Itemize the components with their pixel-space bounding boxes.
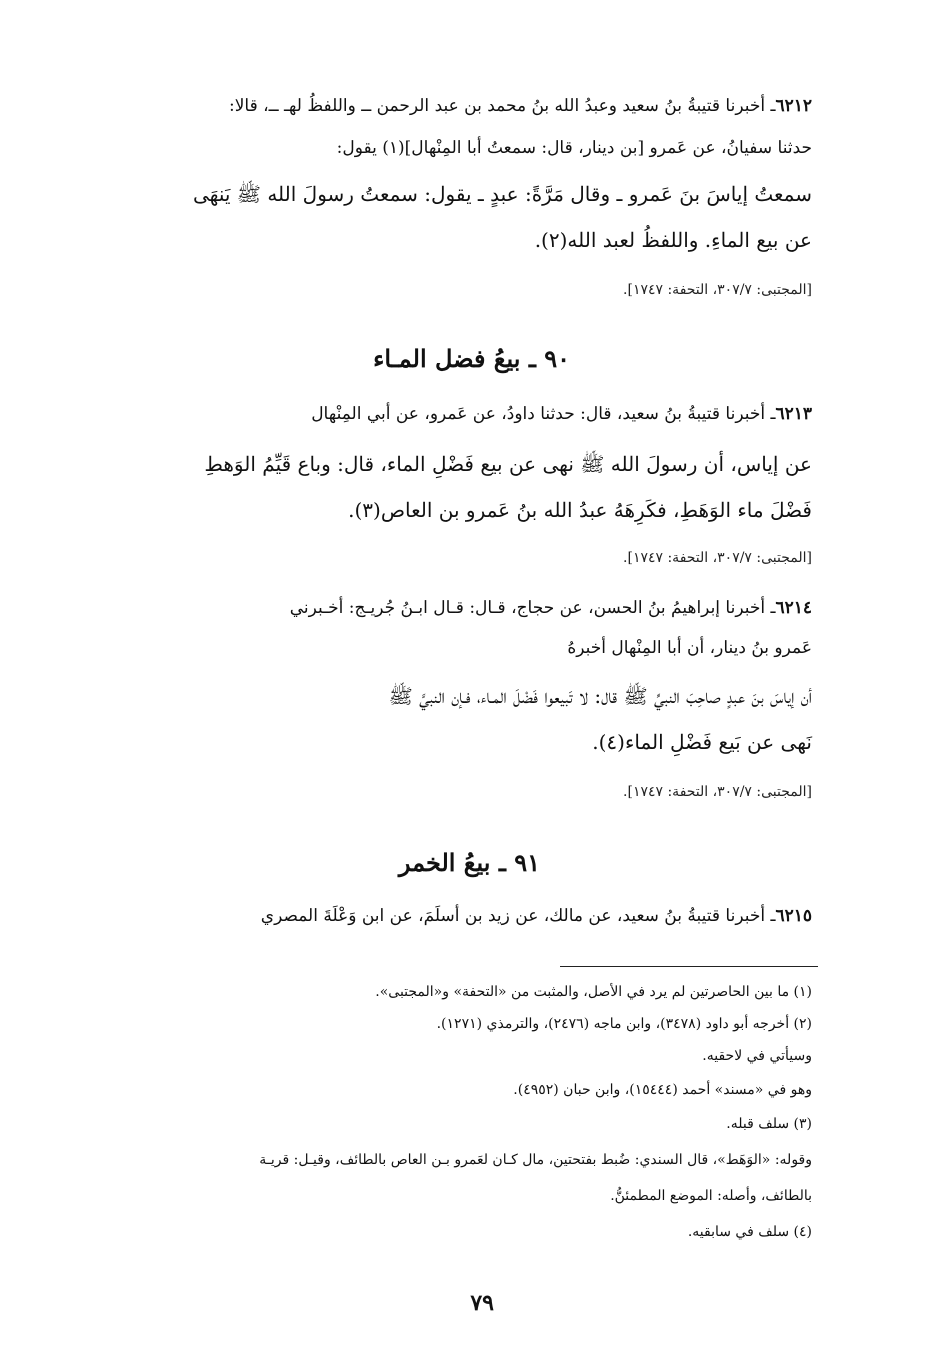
hadith-6215-line-1 [261, 906, 812, 926]
hadith-text: ـ أخبرنا إبراهيمُ بنُ الحسن، عن حجاج، قـال: قـال ابـنُ جُريـج: أخـبرني [289, 598, 776, 618]
hadith-number: ٦٢١٢ [775, 96, 812, 116]
hadith-6214-line-3: أن إياسَ بنَ عبدٍ صاحِبَ النبيِّ ﷺ قال: لا تَبيعوا فَضْلَ المـاء، فـإن النبيَّ ﷺ [388, 684, 812, 708]
hadith-number: ٦٢١٥ [775, 906, 812, 926]
footnote-3-explanation: وقوله: «الوَهَط»، قال السندي: ضُبط بفتحتين، مال كـان لعَمرو بـن العاص بالطائف، وقيـل: قريـة [259, 1152, 812, 1168]
footnote-2: (٢) أخرجه أبو داود (٣٤٧٨)، وابن ماجه (٢٤٧٦)، والترمذي (١٢٧١). [436, 1016, 812, 1032]
hadith-6214-line-1 [290, 598, 812, 618]
hadith-6214-source: [المجتبى: ٣٠٧/٧، التحفة: ١٧٤٧]. [623, 784, 812, 800]
footnote-divider [560, 966, 818, 967]
footnote-3-explanation-cont: بالطائف، وأصله: الموضع المطمئنُّ. [610, 1188, 812, 1204]
hadith-number: ٦٢١٤ [775, 598, 812, 618]
hadith-number: ٦٢١٣ [775, 404, 812, 424]
hadith-6212-line-1 [229, 96, 812, 116]
hadith-6213-line-2: عن إياس، أن رسولَ الله ﷺ نهى عن بيع فَضْلِ الماء، قال: وباع قَيِّمُ الوَهطِ [204, 452, 812, 476]
page-number: ٧٩ [470, 1290, 494, 1316]
hadith-6213-source: [المجتبى: ٣٠٧/٧، التحفة: ١٧٤٧]. [623, 550, 812, 566]
hadith-6214-line-2: عَمرو بنُ دينار، أن أبا المِنْهال أخبرهُ [567, 638, 812, 658]
hadith-text: ـ أخبرنا قتيبةُ بنُ سعيد، قال: حدثنا داودُ، عن عَمرو، عن أبي المِنْهال [311, 404, 776, 424]
footnote-2-reference: وهو في «مسند» أحمد (١٥٤٤٤)، وابن حبان (٤٩٥٢). [513, 1082, 812, 1098]
hadith-6212-line-3: سمعتُ إياسَ بنَ عَمرو ـ وقال مَرَّةً: عبدٍ ـ يقول: سمعتُ رسولَ الله ﷺ يَنهَى [192, 182, 812, 206]
hadith-6214-line-4: نَهى عن بَيع فَضْلِ الماء(٤). [592, 730, 812, 754]
footnote-2-continuation: وسيأتي في لاحقيه. [702, 1048, 812, 1064]
hadith-6212-line-4: عن بيع الماءِ. واللفظُ لعبد الله(٢). [534, 228, 812, 252]
chapter-90-heading: ٩٠ ـ بيعُ فضل المـاء [373, 344, 570, 373]
hadith-6212-line-2: حدثنا سفيانُ، عن عَمرو [بن دينار، قال: سمعتُ أبا المِنْهال](١) يقول: [336, 138, 812, 158]
footnote-4: (٤) سلف في سابقيه. [687, 1224, 812, 1240]
hadith-text: ـ أخبرنا قتيبةُ بنُ سعيد وعبدُ الله بنُ محمد بن عبد الرحمن ــ واللفظُ لهـ ــ، قالا: [228, 96, 776, 116]
footnote-1: (١) ما بين الحاصرتين لم يرد في الأصل، والمثبت من «التحفة» و«المجتبى». [375, 984, 812, 1000]
hadith-6213-line-3: فَضْلَ ماء الوَهَطِ، فكَرِهَهُ عبدُ الله بنُ عَمرو بن العاص(٣). [348, 498, 812, 522]
footnote-3: (٣) سلف قبله. [726, 1116, 812, 1132]
hadith-6213-line-1 [311, 404, 812, 424]
hadith-text: ـ أخبرنا قتيبةُ بنُ سعيد، عن مالك، عن زيد بن أسلَمَ، عن ابن وَعْلَةَ المصري [260, 906, 776, 926]
hadith-6212-source: [المجتبى: ٣٠٧/٧، التحفة: ١٧٤٧]. [623, 282, 812, 298]
chapter-91-heading: ٩١ ـ بيعُ الخمر [398, 848, 540, 877]
